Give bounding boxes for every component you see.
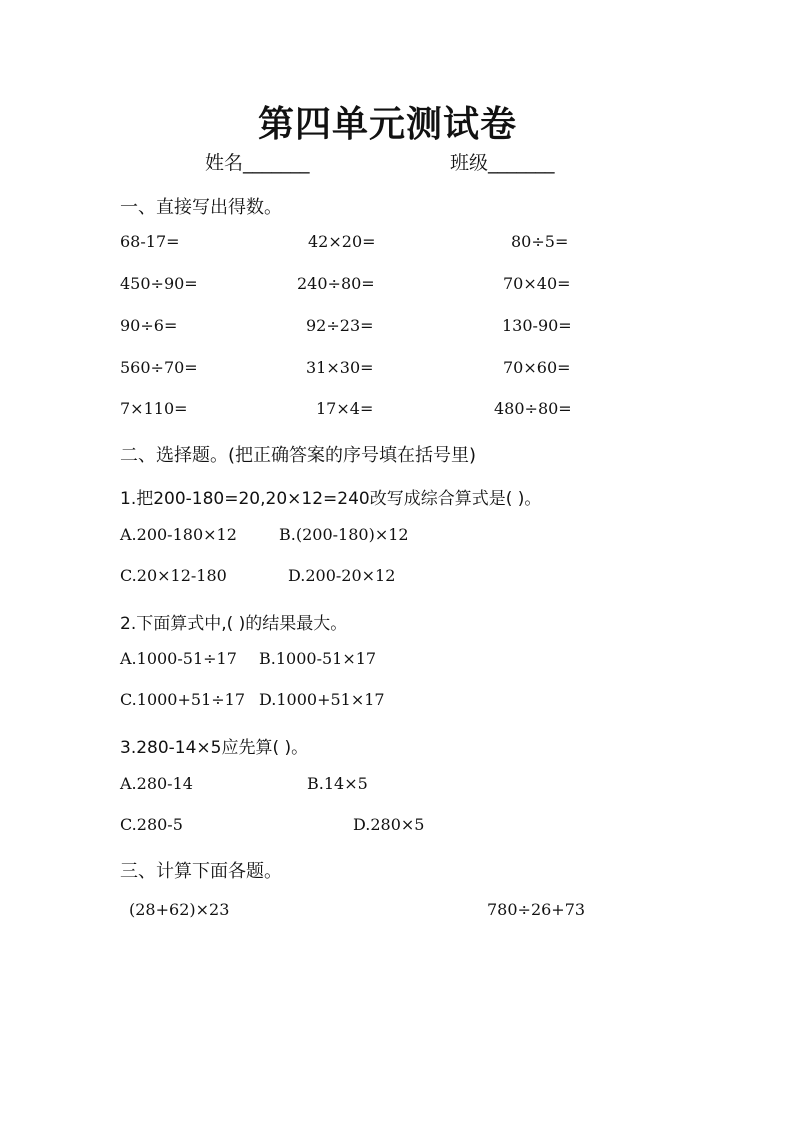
calc-item: 90÷6=: [120, 316, 178, 335]
calc-item: 130-90=: [502, 316, 572, 335]
option-2c: C.1000+51÷17: [120, 690, 246, 709]
option-3a: A.280-14: [120, 774, 193, 793]
class-field[interactable]: 班级_______: [450, 152, 555, 174]
question-2: 2.下面算式中,( )的结果最大。: [120, 614, 348, 634]
option-1d: D.200-20×12: [288, 566, 396, 585]
option-3d: D.280×5: [353, 815, 425, 834]
calc-problem: 780÷26+73: [487, 900, 586, 919]
option-1a: A.200-180×12: [120, 525, 237, 544]
option-2d: D.1000+51×17: [259, 690, 385, 709]
calc-item: 7×110=: [120, 399, 188, 418]
question-1: 1.把200-180=20,20×12=240改写成综合算式是( )。: [120, 489, 542, 509]
section2-heading: 二、选择题。(把正确答案的序号填在括号里): [120, 445, 477, 466]
name-field[interactable]: 姓名_______: [205, 152, 310, 174]
option-1b: B.(200-180)×12: [279, 525, 409, 544]
option-3c: C.280-5: [120, 815, 183, 834]
calc-item: 68-17=: [120, 232, 180, 251]
calc-problem: (28+62)×23: [129, 900, 230, 919]
calc-item: 42×20=: [308, 232, 376, 251]
section3-heading: 三、计算下面各题。: [120, 861, 282, 882]
calc-item: 450÷90=: [120, 274, 198, 293]
option-1c: C.20×12-180: [120, 566, 227, 585]
option-2b: B.1000-51×17: [259, 649, 377, 668]
calc-item: 70×40=: [503, 274, 571, 293]
calc-item: 92÷23=: [306, 316, 374, 335]
section1-heading: 一、直接写出得数。: [120, 197, 282, 218]
calc-item: 17×4=: [316, 399, 374, 418]
calc-item: 80÷5=: [511, 232, 569, 251]
calc-item: 560÷70=: [120, 358, 198, 377]
page-title: 第四单元测试卷: [258, 104, 518, 145]
option-3b: B.14×5: [307, 774, 368, 793]
option-2a: A.1000-51÷17: [120, 649, 237, 668]
calc-item: 240÷80=: [297, 274, 375, 293]
calc-item: 31×30=: [306, 358, 374, 377]
calc-item: 480÷80=: [494, 399, 572, 418]
question-3: 3.280-14×5应先算( )。: [120, 738, 309, 758]
calc-item: 70×60=: [503, 358, 571, 377]
